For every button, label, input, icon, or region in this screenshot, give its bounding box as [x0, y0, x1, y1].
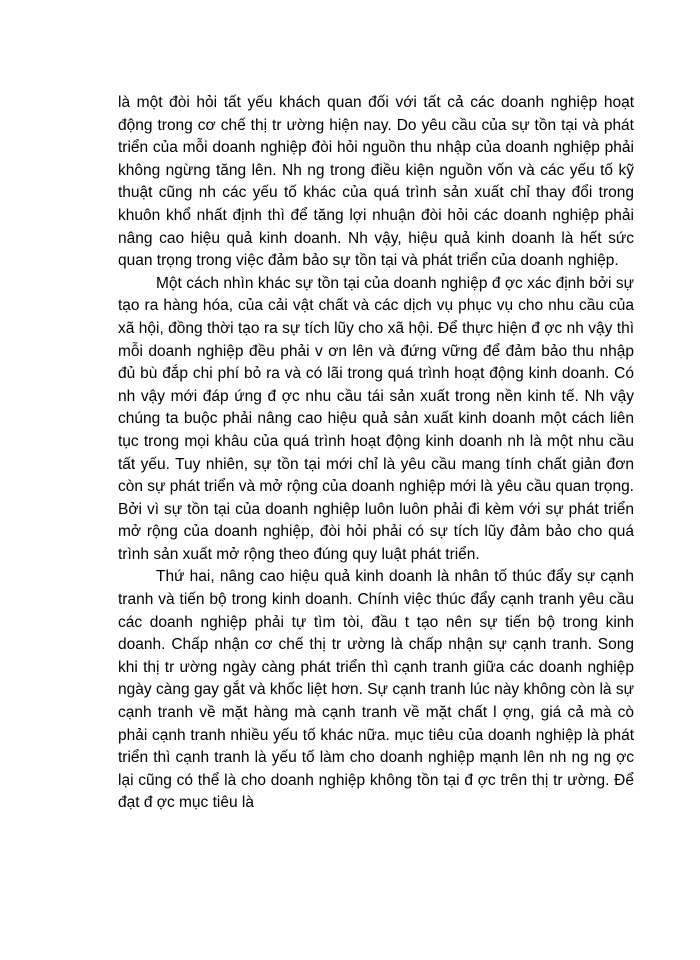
paragraph-2: Một cách nhìn khác sự tồn tại của doanh nghiệp đ ợc xác định bởi sự tạo ra hàng hóa, của cải vật chất và các dịch vụ phục vụ cho nhu cầu của xã hội, đồng thời tạo ra sự tích lũy cho xã hội. Để thực hiện đ ợc nh vậy thì mỗi doanh nghiệp đều phải v ơn lên và đứng vững để đảm bảo thu nhập đủ bù đắp chi phí bỏ ra và có lãi trong quá trình hoạt động kinh doanh. Có nh vậy mới đáp ứng đ ợc nhu cầu tái sản xuất trong nền kinh tế. Nh vậy chúng ta buộc phải nâng cao hiệu quả sản xuất kinh doanh một cách liên tục trong mọi khâu của quá trình hoạt động kinh doanh nh là một nhu cầu tất yếu. Tuy nhiên, sự tồn tại mới chỉ là yêu cầu mang tính chất giản đơn còn sự phát triển và mở rộng của doanh nghiệp mới là yêu cầu quan trọng. Bởi vì sự tồn tại của doanh nghiệp luôn luôn phải đi kèm với sự phát triển mở rộng của doanh nghiệp, đòi hỏi phải có sự tích lũy đảm bảo cho quá trình sản xuất mở rộng theo đúng quy luật phát triển. [118, 274, 634, 563]
paragraph-3: Thứ hai, nâng cao hiệu quả kinh doanh là nhân tố thúc đẩy sự cạnh tranh và tiến bộ trong kinh doanh. Chính việc thúc đẩy cạnh tranh yêu cầu các doanh nghiệp phải tự tìm tòi, đầu t tạo nên sự tiến bộ trong kinh doanh. Chấp nhận cơ chế thị tr ường là chấp nhận sự cạnh tranh. Song khi thị tr ường ngày càng phát triển thì cạnh tranh giữa các doanh nghiệp ngày càng gay gắt và khốc liệt hơn. Sự cạnh tranh lúc này không còn là sự cạnh tranh về mặt hàng mà cạnh tranh về mặt chất l ợng, giá cả mà cò phải cạnh tranh nhiều yếu tố khác nữa. mục tiêu của doanh nghiệp là phát triển thì cạnh tranh là yếu tố làm cho doanh nghiệp mạnh lên nh ng ng ợc lại cũng có thể là cho doanh nghiệp không tồn tại đ ợc trên thị tr ường. Để đạt đ ợc mục tiêu là [118, 568, 634, 812]
document-page [118, 92, 634, 815]
paragraph-1: là một đòi hỏi tất yếu khách quan đối với tất cả các doanh nghiệp hoạt động trong cơ chế thị tr ường hiện nay. Do yêu cầu của sự tồn tại và phát triển của mỗi doanh nghiệp đòi hỏi nguồn thu nhập của doanh nghiệp phải không ngừng tăng lên. Nh ng trong điều kiện nguồn vốn và các yếu tố kỹ thuật cũng nh các yếu tố khác của quá trình sản xuất chỉ thay đổi trong khuôn khổ nhất định thì để tăng lợi nhuận đòi hỏi các doanh nghiệp phải nâng cao hiệu quả kinh doanh. Nh vậy, hiệu quả kinh doanh là hết sức quan trọng trong việc đảm bảo sự tồn tại và phát triển của doanh nghiệp. [118, 94, 634, 270]
